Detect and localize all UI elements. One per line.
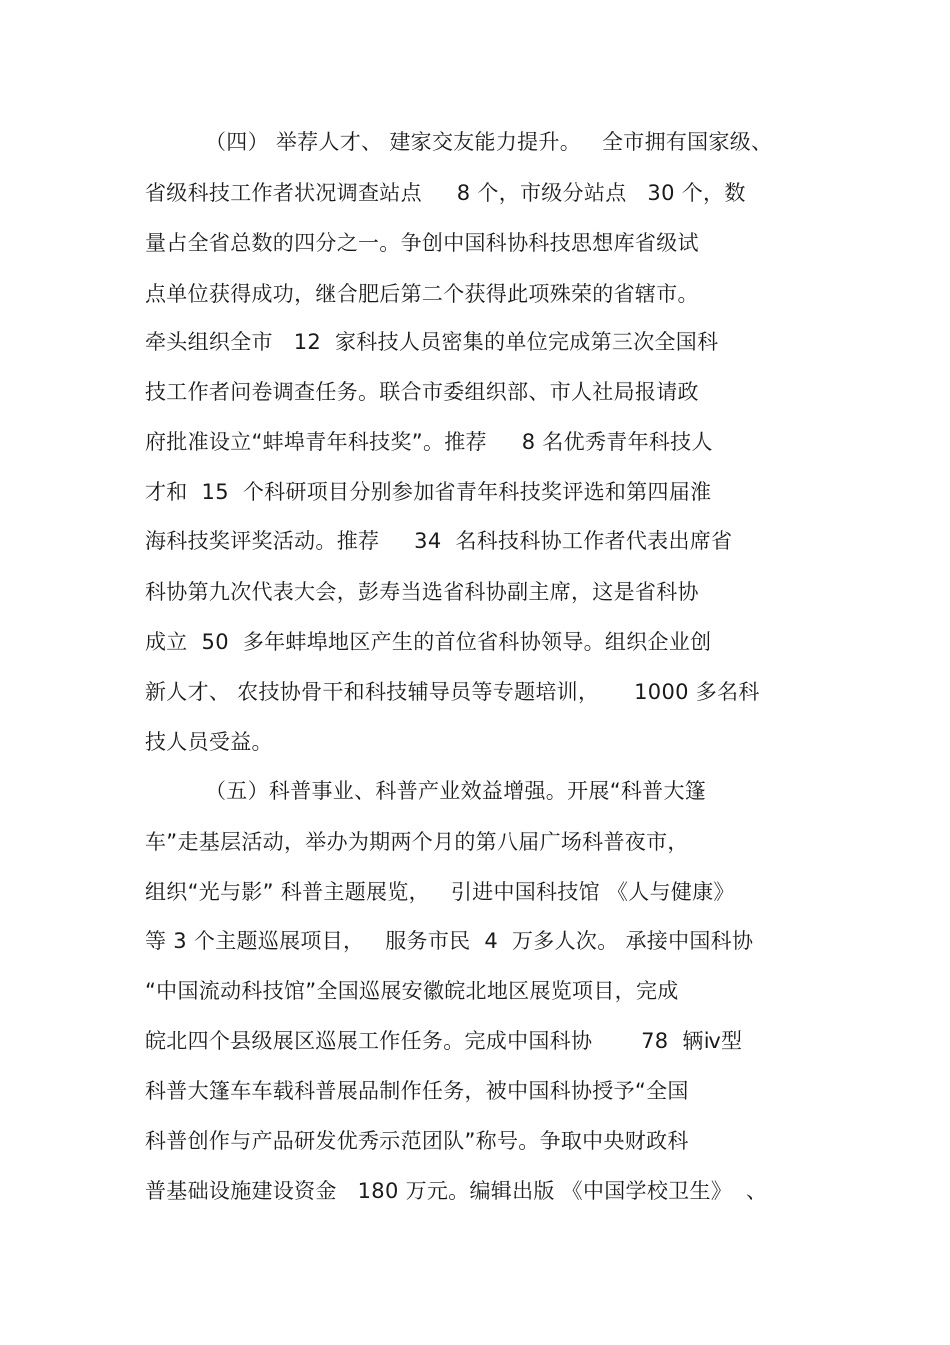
paragraph-4-line-12: 新人才、 农技协骨干和科技辅导员等专题培训， 1000 多名科 xyxy=(145,680,760,704)
paragraph-5-line-4: 等 3 个主题巡展项目， 服务市民 4 万多人次。 承接中国科协 xyxy=(145,929,754,953)
paragraph-4-line-4: 点单位获得成功，继合肥后第二个获得此项殊荣的省辖市。 xyxy=(145,282,699,306)
paragraph-5-line-8: 科普创作与产品研发优秀示范团队”称号。争取中央财政科 xyxy=(145,1129,689,1153)
paragraph-5-line-2: 车”走基层活动，举办为期两个月的第八届广场科普夜市， xyxy=(145,830,689,854)
paragraph-4-line-8: 才和 15 个科研项目分别参加省青年科技奖评选和第四届淮 xyxy=(145,480,712,504)
paragraph-4-line-5: 牵头组织全市 12 家科技人员密集的单位完成第三次全国科 xyxy=(145,330,719,354)
paragraph-4-line-7: 府批准设立“蚌埠青年科技奖”。推荐 8 名优秀青年科技人 xyxy=(145,430,713,454)
paragraph-4-line-1: （四） 举荐人才、 建家交友能力提升。 全市拥有国家级、 xyxy=(205,130,773,154)
paragraph-4-line-13: 技人员受益。 xyxy=(145,730,273,754)
paragraph-5-line-9: 普基础设施建设资金 180 万元。编辑出版 《中国学校卫生》 、 xyxy=(145,1179,768,1203)
paragraph-5-line-6: 皖北四个县级展区巡展工作任务。完成中国科协 78 辆ⅳ型 xyxy=(145,1029,743,1053)
paragraph-4-line-6: 技工作者问卷调查任务。联合市委组织部、市人社局报请政 xyxy=(145,380,699,404)
paragraph-4-line-10: 科协第九次代表大会，彭寿当选省科协副主席，这是省科协 xyxy=(145,580,699,604)
paragraph-5-line-7: 科普大篷车车载科普展品制作任务，被中国科协授予“全国 xyxy=(145,1079,689,1103)
paragraph-5-line-5: “中国流动科技馆”全国巡展安徽皖北地区展览项目，完成 xyxy=(145,979,679,1003)
paragraph-4-line-3: 量占全省总数的四分之一。争创中国科协科技思想库省级试 xyxy=(145,231,699,255)
paragraph-5-line-1: （五）科普事业、科普产业效益增强。开展“科普大篷 xyxy=(205,779,707,803)
paragraph-4-line-11: 成立 50 多年蚌埠地区产生的首位省科协领导。组织企业创 xyxy=(145,630,712,654)
paragraph-4-line-9: 海科技奖评奖活动。推荐 34 名科技科协工作者代表出席省 xyxy=(145,529,733,553)
paragraph-5-line-3: 组织“光与影” 科普主题展览， 引进中国科技馆 《人与健康》 xyxy=(145,880,735,904)
paragraph-4-line-2: 省级科技工作者状况调查站点 8 个，市级分站点 30 个，数 xyxy=(145,181,746,205)
